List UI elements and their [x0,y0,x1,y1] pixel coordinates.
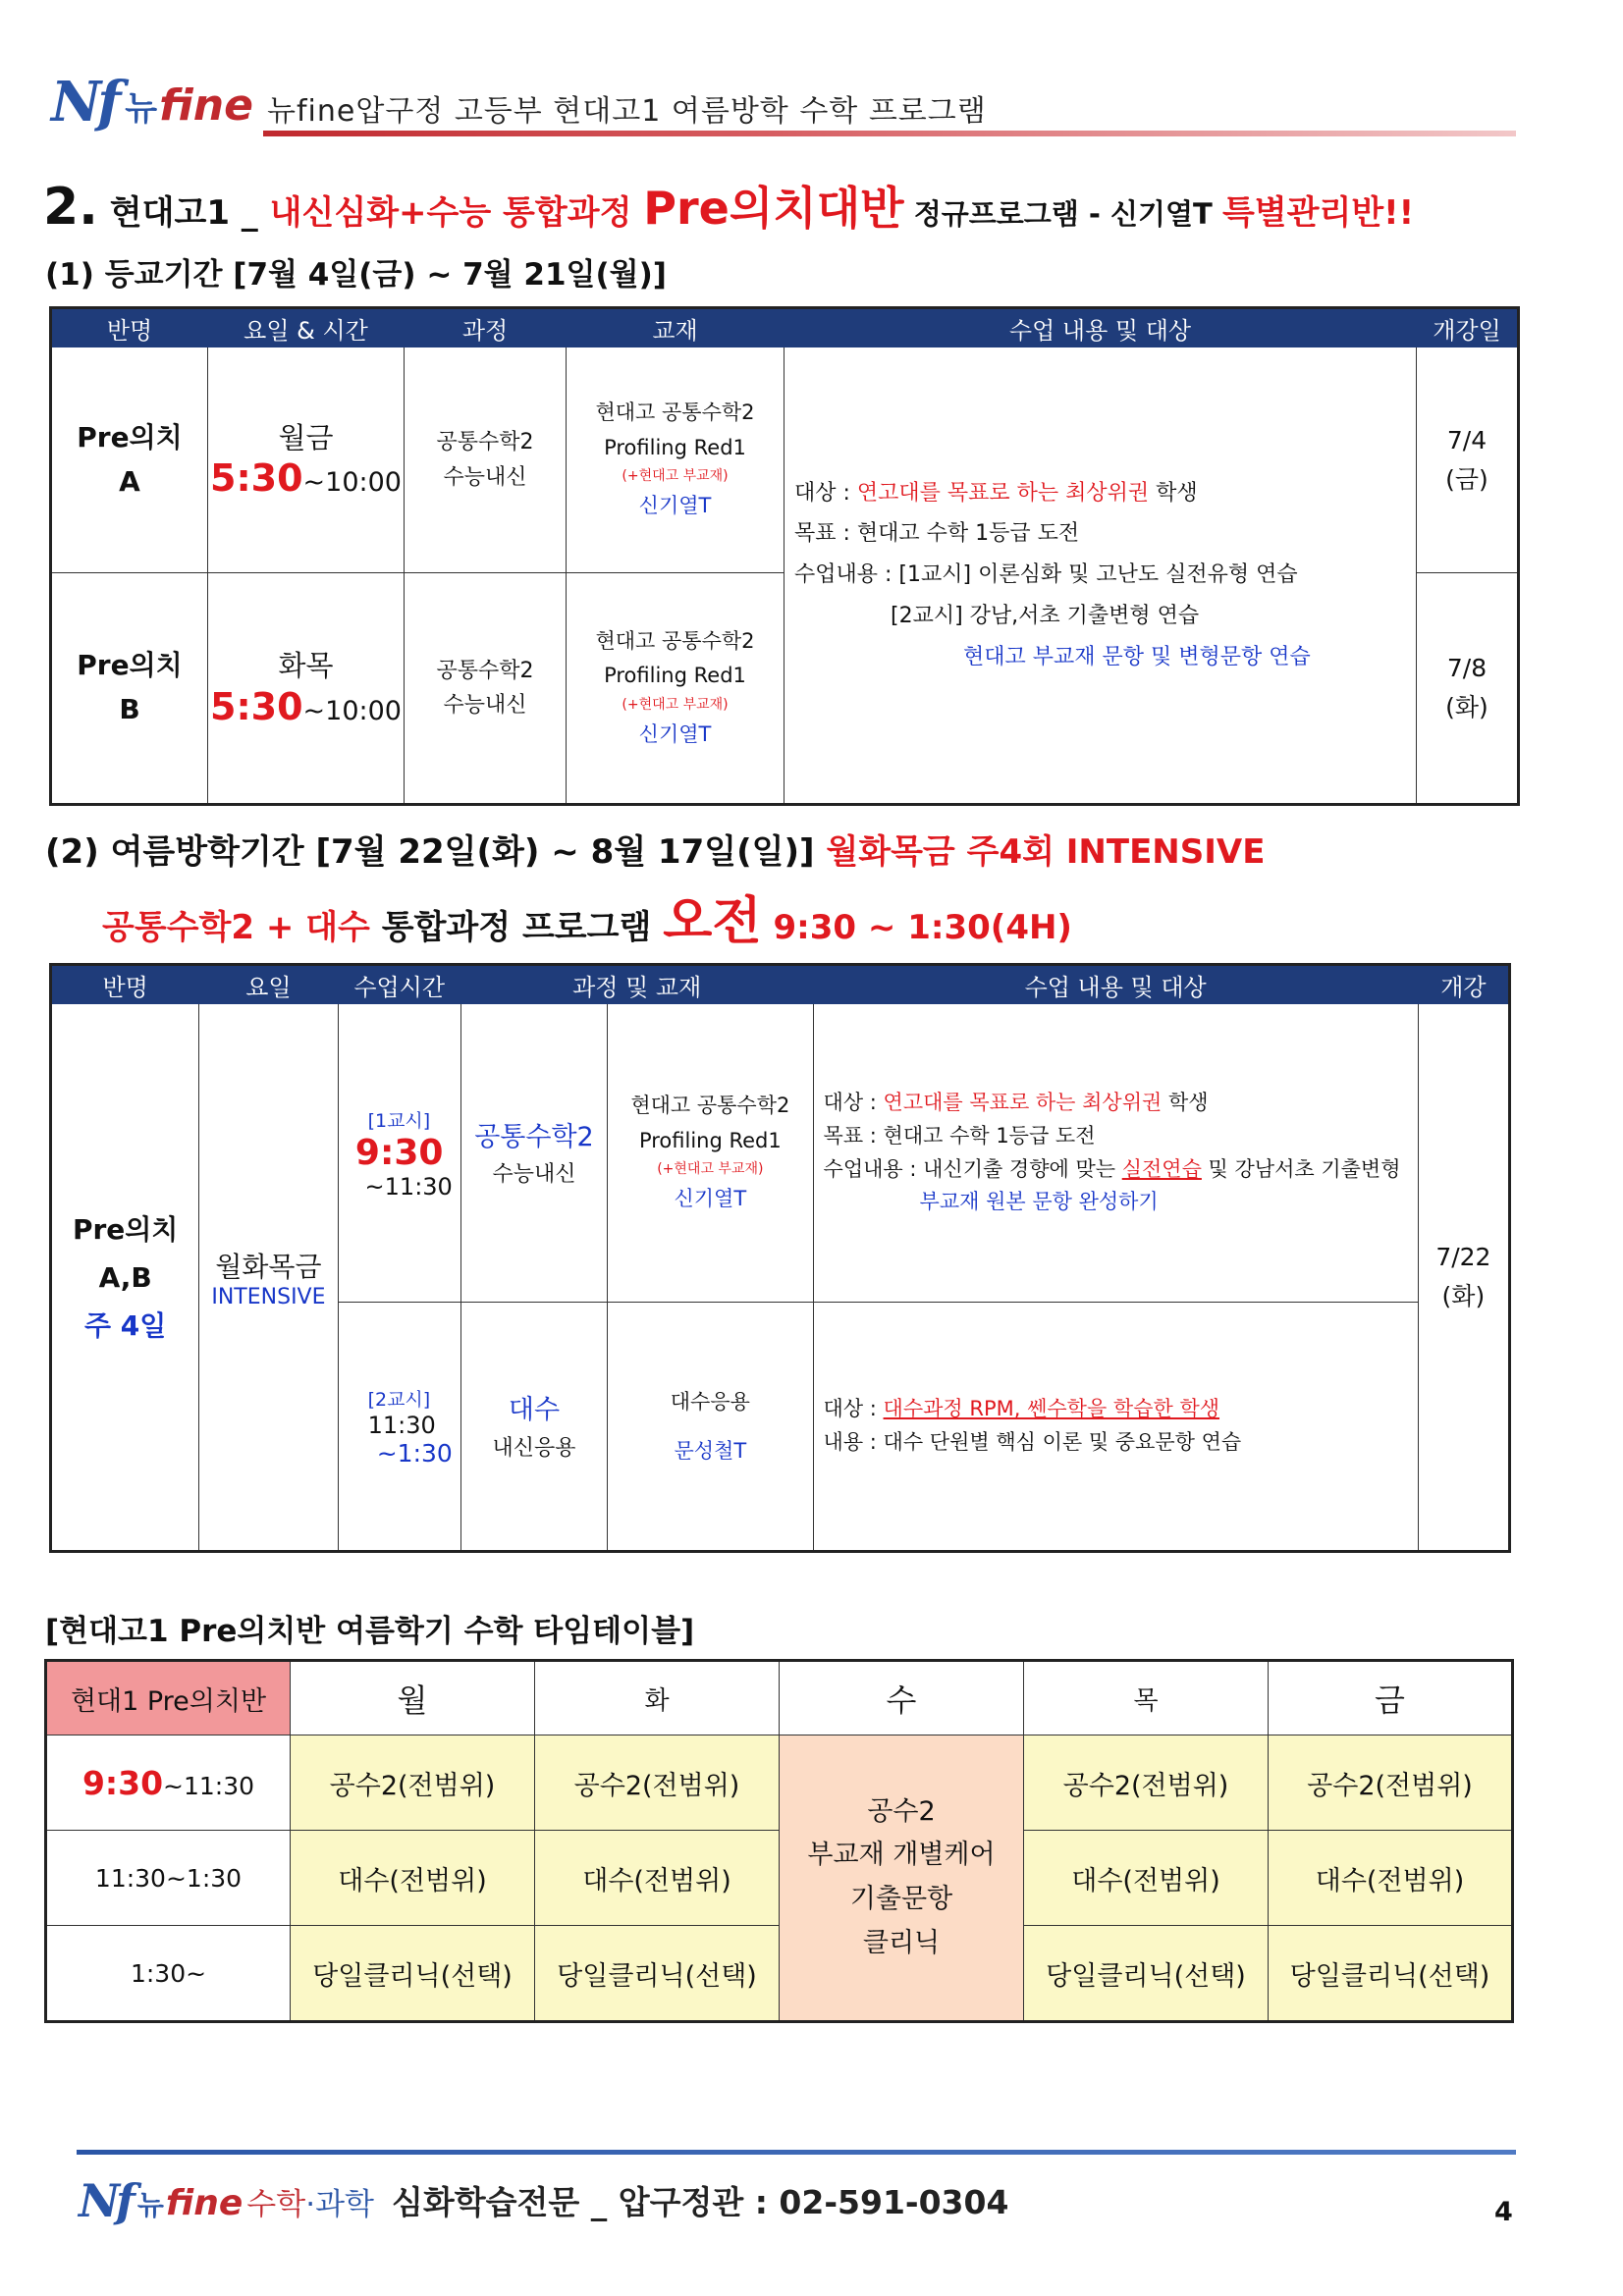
header-title: 뉴fine압구정 고등부 현대고1 여름방학 수학 프로그램 [267,94,987,129]
col-header: 요일 [199,965,338,1004]
timetable-cell: 대수(전범위) [535,1831,780,1926]
period2-textbook: 대수응용 문성철T [608,1303,813,1552]
timetable-cell: 당일클리닉(선택) [1269,1926,1513,2022]
section2-subtitle: 공통수학2 + 대수 통합과정 프로그램 오전 9:30 ~ 1:30(4H) [102,892,1072,951]
day-time: 화목 5:30~10:00 [208,573,405,805]
footer-subjects: 수학·과학 [246,2187,374,2222]
timetable-cell: 공수2(전범위) [1024,1735,1269,1831]
col-header: 수업 내용 및 대상 [784,308,1417,347]
day-header: 금 [1269,1661,1513,1735]
period1-course: 공통수학2 수능내신 [460,1004,607,1303]
timetable-header-row [46,1661,1513,1735]
col-header: 반명 [51,965,199,1004]
table-row [51,347,1519,573]
wednesday-clinic: 공수2 부교재 개별케어 기출문항 클리닉 [780,1735,1024,2022]
col-header: 개강 [1418,965,1509,1004]
col-header: 반명 [51,308,208,347]
footer [79,2174,1009,2227]
start-date: 7/22 (화) [1418,1004,1509,1552]
header-divider [263,131,1516,136]
course: 공통수학2 수능내신 [405,573,567,805]
timetable-cell: 당일클리닉(선택) [291,1926,535,2022]
start-date: 7/4 (금) [1417,347,1519,573]
timetable-cell: 공수2(전범위) [291,1735,535,1831]
timetable-title: [현대고1 Pre의치반 여름학기 수학 타임테이블] [45,1614,695,1649]
timetable-row [46,1735,1513,1831]
day-header: 목 [1024,1661,1269,1735]
col-header: 요일 & 시간 [208,308,405,347]
logo-mark: Nf [51,70,118,134]
period2-course: 대수 내신응용 [460,1303,607,1552]
day-time: 월금 5:30~10:00 [208,347,405,573]
timetable-cell: 대수(전범위) [1024,1831,1269,1926]
col-header: 수업 내용 및 대상 [813,965,1418,1004]
textbook: 현대고 공통수학2 Profiling Red1 (+현대고 부교재) 신기열T [567,347,784,573]
timetable-cell: 공수2(전범위) [535,1735,780,1831]
period1-time: [1교시] 9:30 ~11:30 [338,1004,460,1303]
col-header: 교재 [567,308,784,347]
period2-time: [2교시] 11:30 ~1:30 [338,1303,460,1552]
header-logo [51,61,253,134]
day-header: 화 [535,1661,780,1735]
footer-logo-text: 뉴fine [136,2183,243,2224]
table-header-row [51,308,1519,347]
timetable-cell: 대수(전범위) [1269,1831,1513,1926]
table-header-row [51,965,1510,1004]
timetable [44,1659,1514,2023]
col-header: 수업시간 [338,965,460,1004]
footer-divider [77,2150,1516,2155]
col-header: 개강일 [1417,308,1519,347]
summer-period-table [49,963,1511,1553]
course: 공통수학2 수능내신 [405,347,567,573]
main-heading: 2. 현대고1 _ 내신심화+수능 통합과정 Pre의치대반 정규프로그램 - 신기열T 특별관리반!! [43,178,1415,237]
section2-title: (2) 여름방학기간 [7월 22일(화) ~ 8월 17일(일)] 월화목금 주4회 INTENSIVE [45,832,1266,872]
lesson-content: 대상 : 연고대를 목표로 하는 최상위권 학생 목표 : 현대고 수학 1등급 도전 수업내용 : [1교시] 이론심화 및 고난도 실전유형 연습 [2교시] 강남,서초 기출변형 연습 현대고 부교재 문항 및 변형문항 연습 [784,347,1417,805]
days: 월화목금 INTENSIVE [199,1004,338,1552]
class-name: Pre의치 A [51,347,208,573]
time-slot: 11:30~1:30 [46,1831,291,1926]
time-slot: 9:30~11:30 [46,1735,291,1831]
logo-text: 뉴fine [125,80,253,131]
class-name: Pre의치 B [51,573,208,805]
timetable-cell: 당일클리닉(선택) [1024,1926,1269,2022]
period1-content: 대상 : 연고대를 목표로 하는 최상위권 학생 목표 : 현대고 수학 1등급 도전 수업내용 : 내신기출 경향에 맞는 실전연습 및 강남서초 기출변형 부교재 원본 문항 완성하기 [813,1004,1418,1303]
timetable-cell: 공수2(전범위) [1269,1735,1513,1831]
period2-content: 대상 : 대수과정 RPM, 쎈수학을 학습한 학생 내용 : 대수 단원별 핵심 이론 및 중요문항 연습 [813,1303,1418,1552]
period1-textbook: 현대고 공통수학2 Profiling Red1 (+현대고 부교재) 신기열T [608,1004,813,1303]
footer-contact: 심화학습전문 _ 압구정관 : 02-591-0304 [391,2183,1009,2221]
start-date: 7/8 (화) [1417,573,1519,805]
day-header: 수 [780,1661,1024,1735]
col-header: 과정 [405,308,567,347]
footer-logo-mark: Nf [79,2174,132,2227]
class-name: Pre의치 A,B 주 4일 [51,1004,199,1552]
school-period-table [49,306,1520,806]
time-slot: 1:30~ [46,1926,291,2022]
table-row [51,1004,1510,1303]
timetable-corner: 현대1 Pre의치반 [46,1661,291,1735]
timetable-cell: 대수(전범위) [291,1831,535,1926]
page-number: 4 [1494,2197,1513,2227]
section1-title: (1) 등교기간 [7월 4일(금) ~ 7월 21일(월)] [45,257,667,293]
col-header: 과정 및 교재 [460,965,813,1004]
day-header: 월 [291,1661,535,1735]
textbook: 현대고 공통수학2 Profiling Red1 (+현대고 부교재) 신기열T [567,573,784,805]
timetable-cell: 당일클리닉(선택) [535,1926,780,2022]
